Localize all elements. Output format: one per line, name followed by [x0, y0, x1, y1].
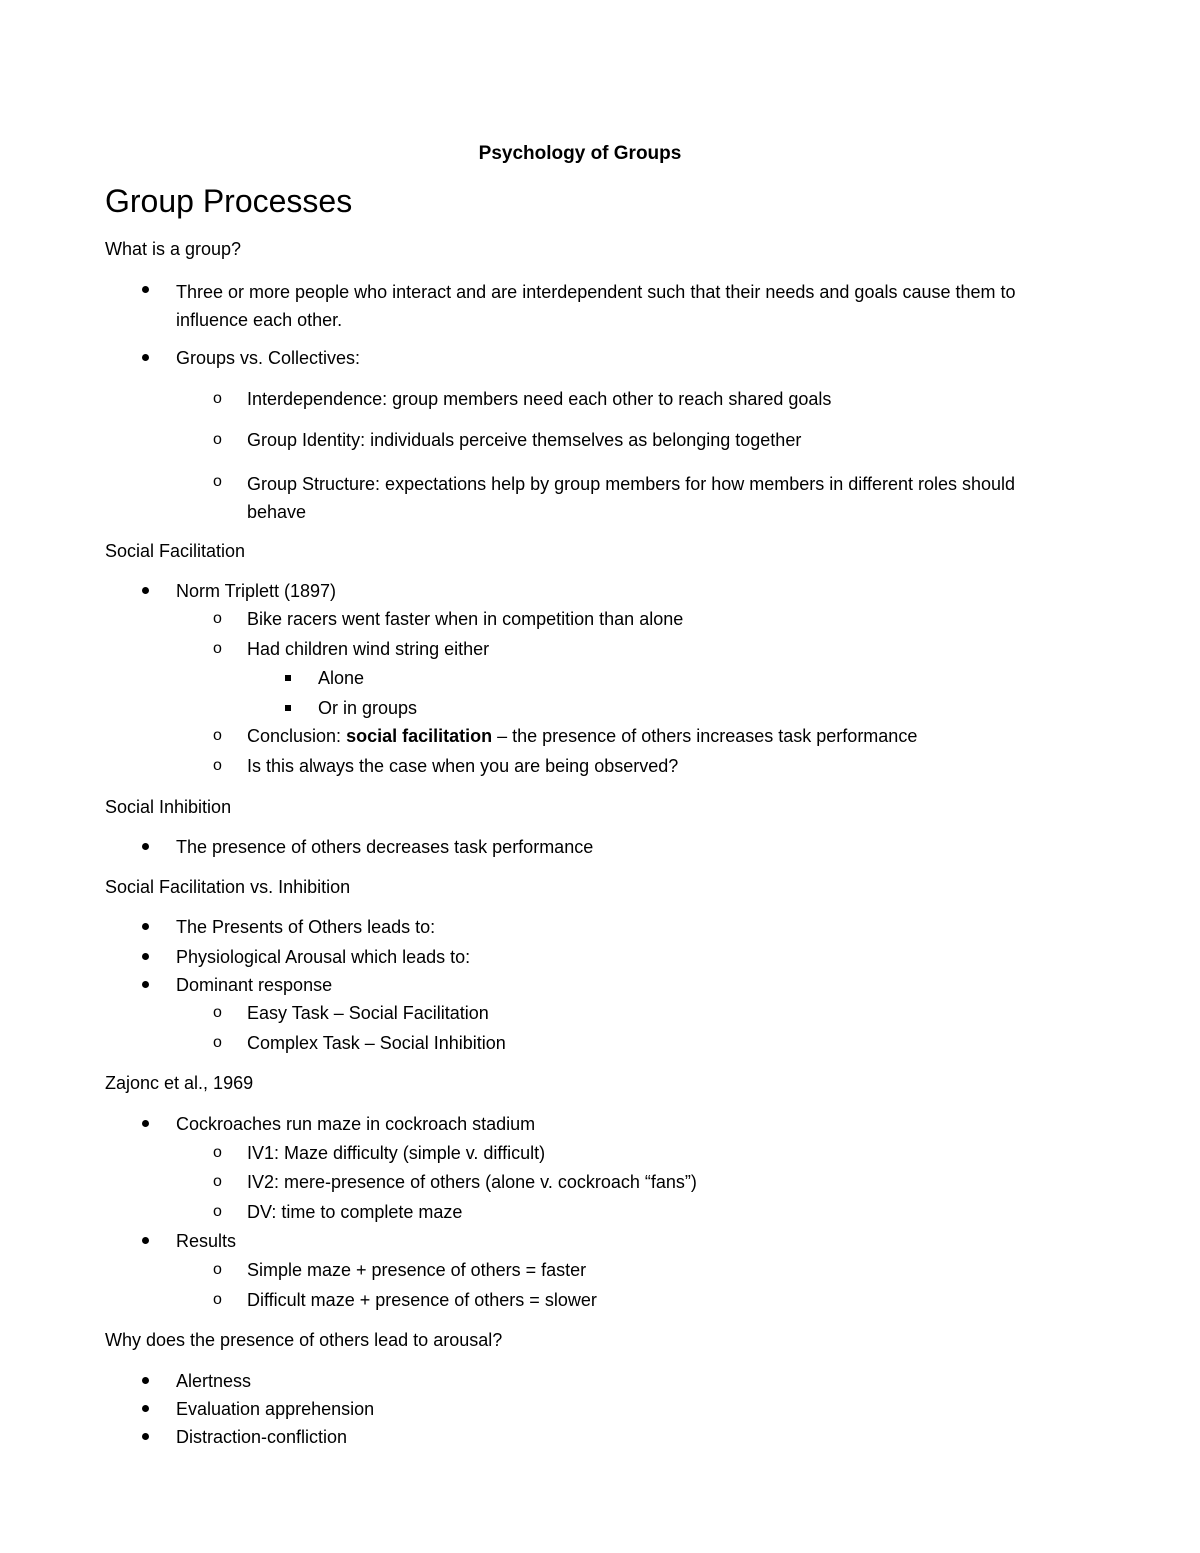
circle-marker: o	[213, 1203, 222, 1220]
section-label: Social Facilitation	[105, 541, 246, 561]
circle-marker: o	[213, 1291, 222, 1308]
text-run: Conclusion:	[247, 726, 347, 746]
section-label: Social Facilitation vs. Inhibition	[105, 877, 351, 897]
list-item: IV1: Maze difficulty (simple v. difficult)	[247, 1143, 546, 1163]
question-label: Why does the presence of others lead to arousal?	[105, 1330, 503, 1350]
bullet-marker	[142, 1405, 149, 1412]
bullet-marker	[142, 286, 149, 293]
list-item: Results	[176, 1231, 237, 1251]
list-item: The Presents of Others leads to:	[176, 917, 436, 937]
bullet-marker	[142, 981, 149, 988]
circle-marker: o	[213, 1261, 222, 1278]
bullet-marker	[142, 1237, 149, 1244]
list-item: Difficult maze + presence of others = slower	[247, 1290, 597, 1310]
circle-marker: o	[213, 757, 222, 774]
list-item: Norm Triplett (1897)	[176, 581, 337, 601]
list-item: Alone	[318, 668, 365, 688]
circle-marker: o	[213, 727, 222, 744]
bullet-marker	[142, 354, 149, 361]
section-label: Social Inhibition	[105, 797, 232, 817]
list-item: Group Identity: individuals perceive themselves as belonging together	[247, 430, 802, 450]
list-item: Simple maze + presence of others = faster	[247, 1260, 587, 1280]
square-marker	[285, 705, 291, 711]
bullet-marker	[142, 1433, 149, 1440]
list-item: Had children wind string either	[247, 639, 490, 659]
section-heading: Group Processes	[105, 183, 353, 219]
list-item: Group Structure: expectations help by group members for how members in different roles should behave	[247, 474, 1016, 522]
circle-marker: o	[213, 473, 222, 490]
list-item: The presence of others decreases task performance	[176, 837, 594, 857]
list-item: Interdependence: group members need each other to reach shared goals	[247, 389, 832, 409]
circle-marker: o	[213, 1144, 222, 1161]
list-item: DV: time to complete maze	[247, 1202, 463, 1222]
bullet-marker	[142, 953, 149, 960]
circle-marker: o	[213, 431, 222, 448]
list-item: Physiological Arousal which leads to:	[176, 947, 471, 967]
list-item: Is this always the case when you are being observed?	[247, 756, 679, 776]
circle-marker: o	[213, 390, 222, 407]
bullet-marker	[142, 923, 149, 930]
circle-marker: o	[213, 1004, 222, 1021]
list-item	[247, 724, 917, 748]
list-item: Cockroaches run maze in cockroach stadium	[176, 1114, 536, 1134]
bullet-marker	[142, 1120, 149, 1127]
list-item: Evaluation apprehension	[176, 1399, 375, 1419]
list-item: IV2: mere-presence of others (alone v. cockroach “fans”)	[247, 1172, 697, 1192]
bold-term: social facilitation	[346, 726, 493, 746]
list-item: Bike racers went faster when in competition than alone	[247, 609, 684, 629]
section-label: Zajonc et al., 1969	[105, 1073, 254, 1093]
bullet-marker	[142, 843, 149, 850]
list-item: Complex Task – Social Inhibition	[247, 1033, 506, 1053]
circle-marker: o	[213, 1034, 222, 1051]
bullet-marker	[142, 587, 149, 594]
document-title: Psychology of Groups	[478, 143, 682, 164]
text-run: – the presence of others increases task performance	[492, 726, 918, 746]
list-item: Distraction-confliction	[176, 1427, 348, 1447]
square-marker	[285, 675, 291, 681]
circle-marker: o	[213, 1173, 222, 1190]
list-item: Or in groups	[318, 698, 418, 718]
list-item: Alertness	[176, 1371, 252, 1391]
list-item: Groups vs. Collectives:	[176, 348, 361, 368]
list-item: Three or more people who interact and are interdependent such that their needs and goals cause them to influence each other.	[176, 282, 1016, 330]
circle-marker: o	[213, 640, 222, 657]
question-label: What is a group?	[105, 239, 242, 259]
circle-marker: o	[213, 610, 222, 627]
list-item: Dominant response	[176, 975, 333, 995]
list-item: Easy Task – Social Facilitation	[247, 1003, 489, 1023]
bullet-marker	[142, 1377, 149, 1384]
